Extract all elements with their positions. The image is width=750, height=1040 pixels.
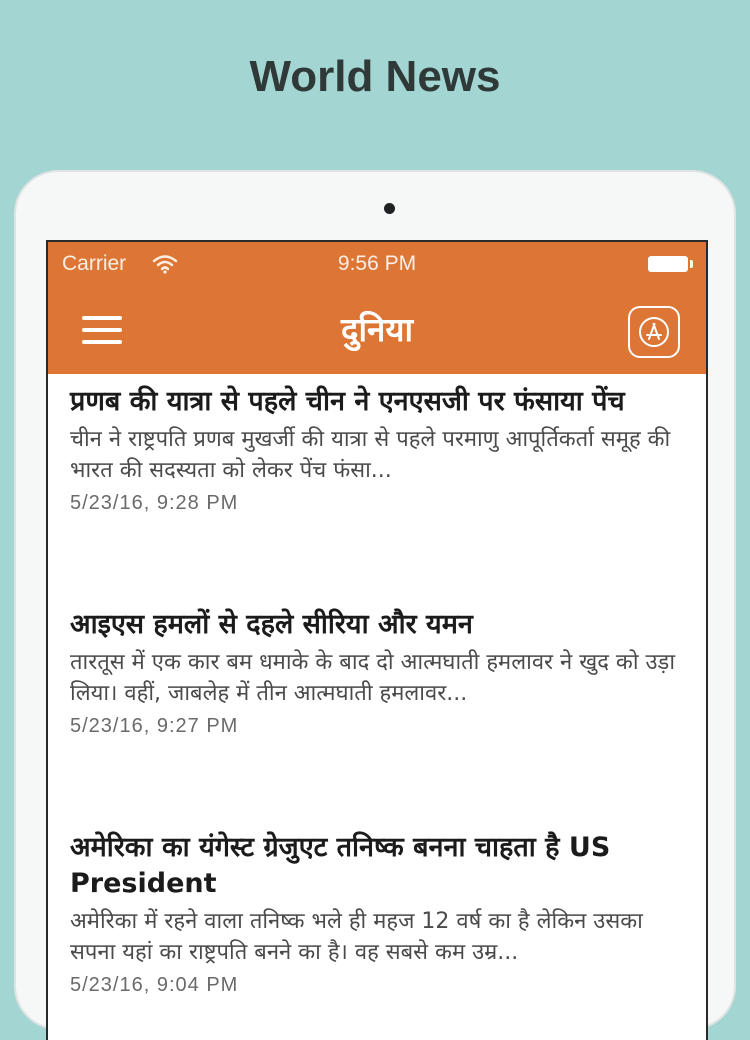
battery-icon (648, 256, 688, 272)
news-item-title: प्रणब की यात्रा से पहले चीन ने एनएसजी पर फंसाया पेंच (70, 386, 625, 417)
page-title: दुनिया (340, 310, 414, 349)
news-item[interactable] (48, 374, 706, 597)
news-feed (48, 374, 706, 1040)
news-item[interactable] (48, 597, 706, 820)
news-item-title: आइएस हमलों से दहले सीरिया और यमन (70, 609, 473, 640)
front-camera (384, 203, 395, 214)
status-time: 9:56 PM (337, 252, 417, 275)
app-bar (48, 242, 706, 374)
status-bar (48, 242, 706, 288)
news-item-time: 5/23/16, 9:28 PM (70, 492, 239, 514)
news-item-summary: चीन ने राष्ट्रपति प्रणब मुखर्जी की यात्रा से पहले परमाणु आपूर्तिकर्ता समूह की भारत की सदस्यता को लेकर पेंच फंसा... (70, 427, 671, 483)
app-screen (46, 240, 708, 1040)
carrier-label: Carrier (62, 252, 127, 275)
app-store-icon (637, 315, 671, 349)
news-item-summary: अमेरिका में रहने वाला तनिष्क भले ही महज 12 वर्ष का है लेकिन उसका सपना यहां का राष्ट्रपति बनने का है। वह सबसे कम उम्र... (70, 909, 643, 965)
news-item-time: 5/23/16, 9:04 PM (70, 974, 239, 996)
news-item[interactable] (48, 820, 706, 1040)
news-item-summary: तारतूस में एक कार बम धमाके के बाद दो आत्मघाती हमलावर ने खुद को उड़ा लिया। वहीं, जाबलेह में तीन आत्मघाती हमलावर... (70, 650, 676, 706)
news-item-time: 5/23/16, 9:27 PM (70, 715, 239, 737)
news-item-title: अमेरिका का यंगेस्ट ग्रेेजुएट तनिष्क बनना चाहता है US President (70, 832, 611, 899)
app-store-button[interactable] (628, 306, 680, 358)
tablet-frame (14, 170, 736, 1030)
promo-title: World News (249, 52, 501, 101)
